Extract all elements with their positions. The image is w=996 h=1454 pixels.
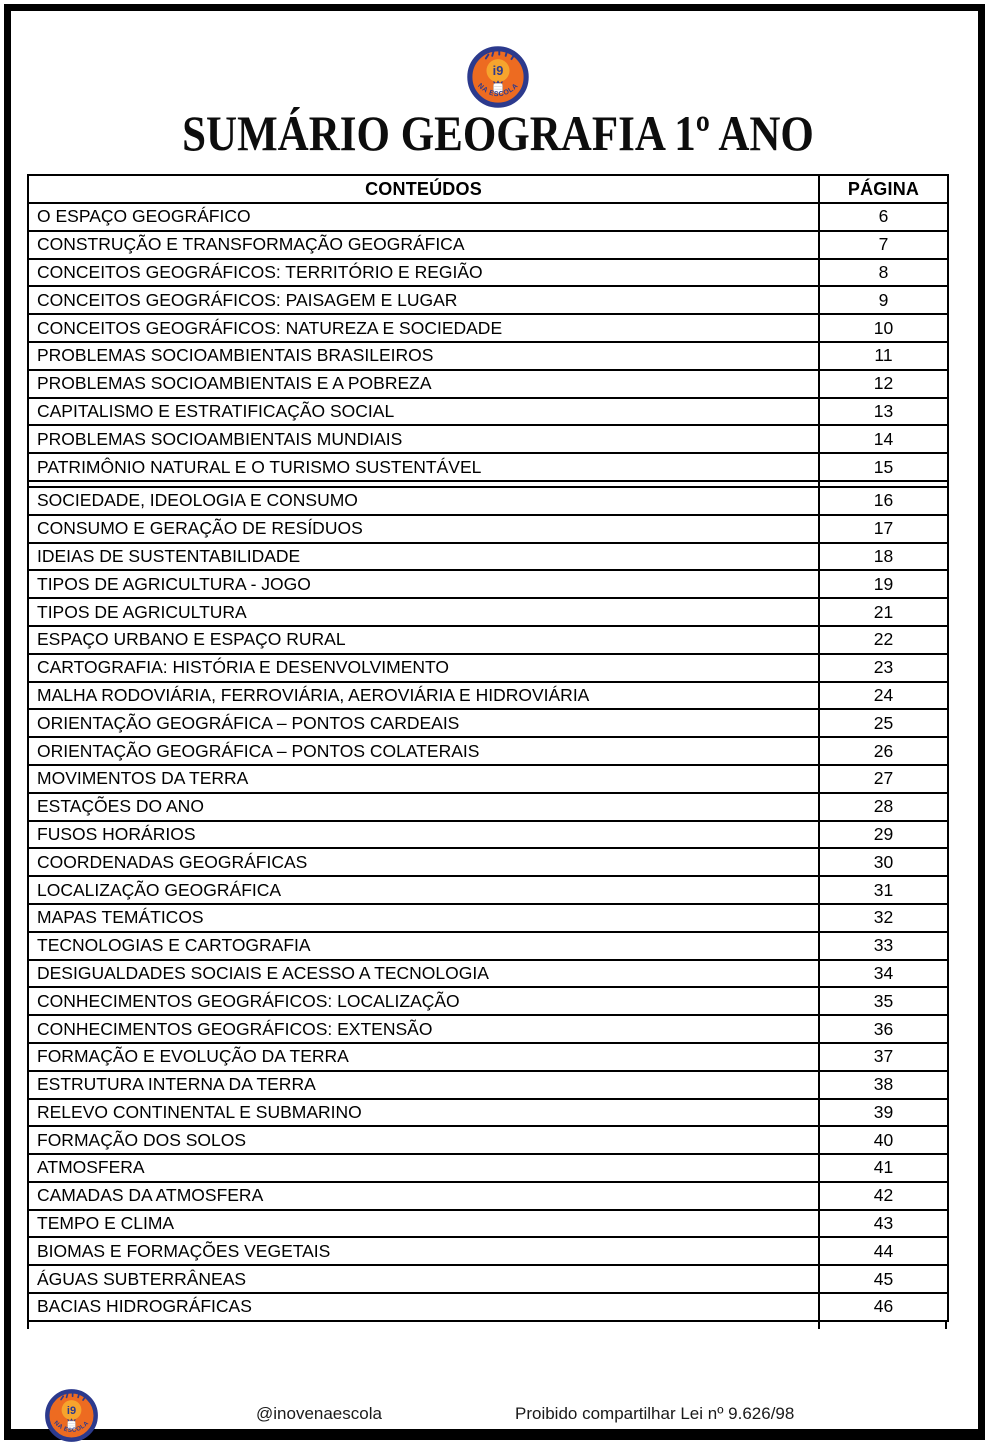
table-row bbox=[28, 932, 948, 960]
page-number: 29 bbox=[819, 821, 948, 849]
content-title: MOVIMENTOS DA TERRA bbox=[28, 765, 819, 793]
table-row bbox=[28, 1265, 948, 1293]
page-number: 44 bbox=[819, 1237, 948, 1265]
table-row bbox=[28, 487, 948, 515]
content-title: ORIENTAÇÃO GEOGRÁFICA – PONTOS CARDEAIS bbox=[28, 709, 819, 737]
content-title: ESTAÇÕES DO ANO bbox=[28, 793, 819, 821]
page-number: 18 bbox=[819, 543, 948, 571]
page-number: 37 bbox=[819, 1043, 948, 1071]
content-title: ORIENTAÇÃO GEOGRÁFICA – PONTOS COLATERAIS bbox=[28, 737, 819, 765]
table-bottom-stub bbox=[27, 1320, 947, 1329]
content-title: TIPOS DE AGRICULTURA - JOGO bbox=[28, 570, 819, 598]
page-number: 19 bbox=[819, 570, 948, 598]
table-row bbox=[28, 821, 948, 849]
page-number: 46 bbox=[819, 1293, 948, 1321]
content-title: SOCIEDADE, IDEOLOGIA E CONSUMO bbox=[28, 487, 819, 515]
content-title: DESIGUALDADES SOCIAIS E ACESSO A TECNOLOGIA bbox=[28, 960, 819, 988]
content-title: CARTOGRAFIA: HISTÓRIA E DESENVOLVIMENTO bbox=[28, 654, 819, 682]
logo-arc-text: NA ESCOLA bbox=[52, 1420, 91, 1435]
page-number: 28 bbox=[819, 793, 948, 821]
table-row bbox=[28, 203, 948, 231]
content-title: BIOMAS E FORMAÇÕES VEGETAIS bbox=[28, 1237, 819, 1265]
page-number: 35 bbox=[819, 987, 948, 1015]
page-number: 40 bbox=[819, 1126, 948, 1154]
table-bottom-stub-divider bbox=[818, 1320, 820, 1329]
content-title: LOCALIZAÇÃO GEOGRÁFICA bbox=[28, 876, 819, 904]
table-row bbox=[28, 848, 948, 876]
content-title: CONCEITOS GEOGRÁFICOS: TERRITÓRIO E REGIÃO bbox=[28, 259, 819, 287]
content-title: PROBLEMAS SOCIOAMBIENTAIS E A POBREZA bbox=[28, 370, 819, 398]
table-row bbox=[28, 793, 948, 821]
page-number: 27 bbox=[819, 765, 948, 793]
page-number: 15 bbox=[819, 453, 948, 481]
page-number: 6 bbox=[819, 203, 948, 231]
table-row bbox=[28, 425, 948, 453]
table-row bbox=[28, 1071, 948, 1099]
logo-i9-text: i9 bbox=[66, 1404, 77, 1417]
content-title: ATMOSFERA bbox=[28, 1154, 819, 1182]
table-row bbox=[28, 1099, 948, 1127]
table-row bbox=[28, 709, 948, 737]
page-number: 38 bbox=[819, 1071, 948, 1099]
table-row bbox=[28, 1182, 948, 1210]
table-row bbox=[28, 453, 948, 481]
content-title: CAPITALISMO E ESTRATIFICAÇÃO SOCIAL bbox=[28, 398, 819, 426]
table-row bbox=[28, 515, 948, 543]
page-number: 36 bbox=[819, 1015, 948, 1043]
content-title: IDEIAS DE SUSTENTABILIDADE bbox=[28, 543, 819, 571]
contents-table bbox=[27, 174, 949, 1322]
page-number: 22 bbox=[819, 626, 948, 654]
page-number: 31 bbox=[819, 876, 948, 904]
table-row bbox=[28, 626, 948, 654]
content-title: ÁGUAS SUBTERRÂNEAS bbox=[28, 1265, 819, 1293]
content-title: COORDENADAS GEOGRÁFICAS bbox=[28, 848, 819, 876]
page-title: SUMÁRIO GEOGRAFIA 1º ANO bbox=[182, 105, 814, 161]
logo-i9-text: i9 bbox=[492, 63, 504, 79]
page-number: 7 bbox=[819, 231, 948, 259]
page-number: 30 bbox=[819, 848, 948, 876]
content-title: O ESPAÇO GEOGRÁFICO bbox=[28, 203, 819, 231]
table-row bbox=[28, 876, 948, 904]
page-number: 12 bbox=[819, 370, 948, 398]
content-title: FORMAÇÃO DOS SOLOS bbox=[28, 1126, 819, 1154]
page-number: 26 bbox=[819, 737, 948, 765]
table-header-row bbox=[28, 175, 948, 203]
i9-escola-logo bbox=[466, 45, 530, 109]
page-number: 11 bbox=[819, 342, 948, 370]
content-title: MALHA RODOVIÁRIA, FERROVIÁRIA, AEROVIÁRIA E HIDROVIÁRIA bbox=[28, 682, 819, 710]
content-title: MAPAS TEMÁTICOS bbox=[28, 904, 819, 932]
logo-arc-text: NA ESCOLA bbox=[476, 82, 520, 99]
content-title: CONHECIMENTOS GEOGRÁFICOS: EXTENSÃO bbox=[28, 1015, 819, 1043]
table-row bbox=[28, 314, 948, 342]
table-row bbox=[28, 987, 948, 1015]
page-number: 10 bbox=[819, 314, 948, 342]
i9-escola-logo-graphic bbox=[44, 1388, 99, 1443]
content-title: CONCEITOS GEOGRÁFICOS: NATUREZA E SOCIEDADE bbox=[28, 314, 819, 342]
table-row bbox=[28, 370, 948, 398]
page-number: 14 bbox=[819, 425, 948, 453]
content-title: FORMAÇÃO E EVOLUÇÃO DA TERRA bbox=[28, 1043, 819, 1071]
content-title: PATRIMÔNIO NATURAL E O TURISMO SUSTENTÁVEL bbox=[28, 453, 819, 481]
i9-escola-logo-graphic bbox=[466, 45, 530, 109]
table-row bbox=[28, 1126, 948, 1154]
page-number: 13 bbox=[819, 398, 948, 426]
page-number: 16 bbox=[819, 487, 948, 515]
page-number: 41 bbox=[819, 1154, 948, 1182]
page-number: 39 bbox=[819, 1099, 948, 1127]
page-number: 32 bbox=[819, 904, 948, 932]
content-title: CONHECIMENTOS GEOGRÁFICOS: LOCALIZAÇÃO bbox=[28, 987, 819, 1015]
content-title: CAMADAS DA ATMOSFERA bbox=[28, 1182, 819, 1210]
table-row bbox=[28, 598, 948, 626]
table-row bbox=[28, 231, 948, 259]
table-row bbox=[28, 1015, 948, 1043]
content-title: TECNOLOGIAS E CARTOGRAFIA bbox=[28, 932, 819, 960]
page-number: 43 bbox=[819, 1210, 948, 1238]
table-row bbox=[28, 543, 948, 571]
page-number: 25 bbox=[819, 709, 948, 737]
content-title: ESPAÇO URBANO E ESPAÇO RURAL bbox=[28, 626, 819, 654]
table-row bbox=[28, 765, 948, 793]
page-number: 24 bbox=[819, 682, 948, 710]
table-row bbox=[28, 286, 948, 314]
page-column-header: PÁGINA bbox=[819, 175, 948, 203]
page-number: 21 bbox=[819, 598, 948, 626]
page-number: 8 bbox=[819, 259, 948, 287]
i9-escola-logo-small bbox=[44, 1388, 99, 1443]
table-row bbox=[28, 904, 948, 932]
page-number: 9 bbox=[819, 286, 948, 314]
content-title: RELEVO CONTINENTAL E SUBMARINO bbox=[28, 1099, 819, 1127]
content-title: PROBLEMAS SOCIOAMBIENTAIS MUNDIAIS bbox=[28, 425, 819, 453]
page-number: 34 bbox=[819, 960, 948, 988]
content-title: CONSTRUÇÃO E TRANSFORMAÇÃO GEOGRÁFICA bbox=[28, 231, 819, 259]
page-number: 23 bbox=[819, 654, 948, 682]
page-number: 33 bbox=[819, 932, 948, 960]
contents-column-header: CONTEÚDOS bbox=[28, 175, 819, 203]
content-title: CONSUMO E GERAÇÃO DE RESÍDUOS bbox=[28, 515, 819, 543]
table-row bbox=[28, 570, 948, 598]
table-row bbox=[28, 1043, 948, 1071]
table-row bbox=[28, 682, 948, 710]
table-row bbox=[28, 259, 948, 287]
table-row bbox=[28, 342, 948, 370]
table-row bbox=[28, 737, 948, 765]
footer-social-handle: @inovenaescola bbox=[256, 1404, 382, 1423]
content-title: ESTRUTURA INTERNA DA TERRA bbox=[28, 1071, 819, 1099]
table-row bbox=[28, 1210, 948, 1238]
content-title: TIPOS DE AGRICULTURA bbox=[28, 598, 819, 626]
table-row bbox=[28, 654, 948, 682]
table-row bbox=[28, 1154, 948, 1182]
content-title: PROBLEMAS SOCIOAMBIENTAIS BRASILEIROS bbox=[28, 342, 819, 370]
table-row bbox=[28, 960, 948, 988]
content-title: CONCEITOS GEOGRÁFICOS: PAISAGEM E LUGAR bbox=[28, 286, 819, 314]
footer-copyright-notice: Proibido compartilhar Lei nº 9.626/98 bbox=[515, 1404, 795, 1423]
page-number: 17 bbox=[819, 515, 948, 543]
table-row bbox=[28, 398, 948, 426]
content-title: FUSOS HORÁRIOS bbox=[28, 821, 819, 849]
table-row bbox=[28, 1293, 948, 1321]
content-title: BACIAS HIDROGRÁFICAS bbox=[28, 1293, 819, 1321]
content-title: TEMPO E CLIMA bbox=[28, 1210, 819, 1238]
page-number: 45 bbox=[819, 1265, 948, 1293]
table-row bbox=[28, 1237, 948, 1265]
page-number: 42 bbox=[819, 1182, 948, 1210]
